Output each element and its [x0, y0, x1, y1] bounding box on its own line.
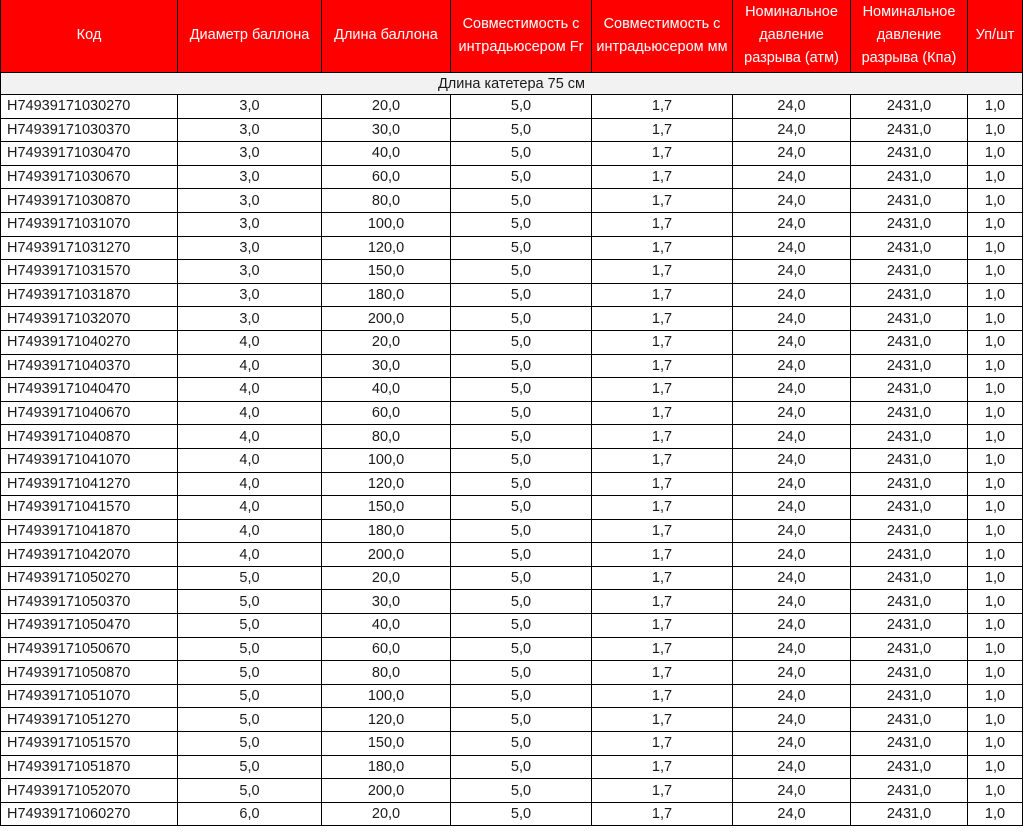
pressure-kpa-cell[interactable]: 2431,0	[851, 283, 968, 307]
code-cell[interactable]: H74939171030670	[1, 165, 178, 189]
diameter-cell[interactable]: 3,0	[178, 142, 322, 166]
code-cell[interactable]: H74939171051570	[1, 732, 178, 756]
diameter-cell[interactable]: 3,0	[178, 95, 322, 119]
table-body	[1, 95, 1023, 826]
pack-cell[interactable]: 1,0	[968, 708, 1023, 732]
table-row	[1, 637, 1023, 661]
introducer-fr-cell[interactable]: 5,0	[451, 566, 592, 590]
diameter-cell[interactable]: 4,0	[178, 448, 322, 472]
length-cell[interactable]: 80,0	[322, 661, 451, 685]
pack-cell[interactable]: 1,0	[968, 802, 1023, 826]
length-cell[interactable]: 30,0	[322, 590, 451, 614]
table-row	[1, 260, 1023, 284]
diameter-cell[interactable]: 5,0	[178, 590, 322, 614]
introducer-mm-cell[interactable]: 1,7	[592, 260, 733, 284]
introducer-fr-cell[interactable]: 5,0	[451, 614, 592, 638]
introducer-mm-cell[interactable]: 1,7	[592, 779, 733, 803]
table-row	[1, 165, 1023, 189]
pack-cell[interactable]: 1,0	[968, 661, 1023, 685]
code-cell[interactable]: H74939171030870	[1, 189, 178, 213]
pack-cell[interactable]: 1,0	[968, 142, 1023, 166]
pack-cell[interactable]: 1,0	[968, 425, 1023, 449]
code-cell[interactable]: H74939171031870	[1, 283, 178, 307]
introducer-mm-cell[interactable]: 1,7	[592, 708, 733, 732]
introducer-fr-cell[interactable]: 5,0	[451, 755, 592, 779]
pack-cell[interactable]: 1,0	[968, 448, 1023, 472]
pressure-atm-cell[interactable]: 24,0	[733, 212, 851, 236]
pressure-atm-cell[interactable]: 24,0	[733, 779, 851, 803]
code-cell[interactable]: H74939171040670	[1, 401, 178, 425]
pressure-atm-cell[interactable]: 24,0	[733, 708, 851, 732]
diameter-cell[interactable]: 4,0	[178, 354, 322, 378]
header-introducer-mm[interactable]: Совместимость с интрадьюсером мм	[592, 0, 733, 73]
introducer-fr-cell[interactable]: 5,0	[451, 661, 592, 685]
pressure-atm-cell[interactable]: 24,0	[733, 260, 851, 284]
pressure-atm-cell[interactable]: 24,0	[733, 472, 851, 496]
introducer-mm-cell[interactable]: 1,7	[592, 165, 733, 189]
length-cell[interactable]: 100,0	[322, 212, 451, 236]
introducer-fr-cell[interactable]: 5,0	[451, 779, 592, 803]
introducer-mm-cell[interactable]: 1,7	[592, 354, 733, 378]
pressure-atm-cell[interactable]: 24,0	[733, 732, 851, 756]
length-cell[interactable]: 60,0	[322, 165, 451, 189]
introducer-mm-cell[interactable]: 1,7	[592, 236, 733, 260]
table-row	[1, 330, 1023, 354]
pressure-atm-cell[interactable]: 24,0	[733, 283, 851, 307]
pressure-atm-cell[interactable]: 24,0	[733, 496, 851, 520]
pack-cell[interactable]: 1,0	[968, 118, 1023, 142]
code-cell[interactable]: H74939171050670	[1, 637, 178, 661]
introducer-mm-cell[interactable]: 1,7	[592, 590, 733, 614]
pressure-atm-cell[interactable]: 24,0	[733, 189, 851, 213]
introducer-fr-cell[interactable]: 5,0	[451, 496, 592, 520]
pressure-atm-cell[interactable]: 24,0	[733, 755, 851, 779]
introducer-fr-cell[interactable]: 5,0	[451, 472, 592, 496]
length-cell[interactable]: 200,0	[322, 307, 451, 331]
table-row	[1, 142, 1023, 166]
length-cell[interactable]: 180,0	[322, 283, 451, 307]
introducer-mm-cell[interactable]: 1,7	[592, 472, 733, 496]
introducer-mm-cell[interactable]: 1,7	[592, 637, 733, 661]
diameter-cell[interactable]: 3,0	[178, 307, 322, 331]
introducer-mm-cell[interactable]: 1,7	[592, 330, 733, 354]
table-row	[1, 590, 1023, 614]
length-cell[interactable]: 60,0	[322, 401, 451, 425]
code-cell[interactable]: H74939171041570	[1, 496, 178, 520]
introducer-fr-cell[interactable]: 5,0	[451, 802, 592, 826]
pack-cell[interactable]: 1,0	[968, 637, 1023, 661]
introducer-mm-cell[interactable]: 1,7	[592, 614, 733, 638]
table-row	[1, 732, 1023, 756]
introducer-fr-cell[interactable]: 5,0	[451, 684, 592, 708]
pressure-kpa-cell[interactable]: 2431,0	[851, 802, 968, 826]
diameter-cell[interactable]: 3,0	[178, 212, 322, 236]
introducer-fr-cell[interactable]: 5,0	[451, 637, 592, 661]
length-cell[interactable]: 40,0	[322, 142, 451, 166]
pack-cell[interactable]: 1,0	[968, 354, 1023, 378]
pressure-atm-cell[interactable]: 24,0	[733, 684, 851, 708]
pressure-atm-cell[interactable]: 24,0	[733, 543, 851, 567]
table-row	[1, 684, 1023, 708]
pressure-atm-cell[interactable]: 24,0	[733, 118, 851, 142]
pressure-kpa-cell[interactable]: 2431,0	[851, 543, 968, 567]
pack-cell[interactable]: 1,0	[968, 543, 1023, 567]
pack-cell[interactable]: 1,0	[968, 779, 1023, 803]
introducer-fr-cell[interactable]: 5,0	[451, 590, 592, 614]
length-cell[interactable]: 150,0	[322, 260, 451, 284]
diameter-cell[interactable]: 5,0	[178, 755, 322, 779]
table-row	[1, 802, 1023, 826]
pressure-kpa-cell[interactable]: 2431,0	[851, 165, 968, 189]
diameter-cell[interactable]: 5,0	[178, 566, 322, 590]
diameter-cell[interactable]: 4,0	[178, 543, 322, 567]
pack-cell[interactable]: 1,0	[968, 236, 1023, 260]
introducer-fr-cell[interactable]: 5,0	[451, 236, 592, 260]
diameter-cell[interactable]: 3,0	[178, 236, 322, 260]
table-row	[1, 448, 1023, 472]
table-row	[1, 496, 1023, 520]
introducer-fr-cell[interactable]: 5,0	[451, 543, 592, 567]
pressure-atm-cell[interactable]: 24,0	[733, 637, 851, 661]
pressure-kpa-cell[interactable]: 2431,0	[851, 472, 968, 496]
introducer-mm-cell[interactable]: 1,7	[592, 684, 733, 708]
header-burst-pressure-atm[interactable]: Номинальное давление разрыва (атм)	[733, 0, 851, 73]
pressure-atm-cell[interactable]: 24,0	[733, 354, 851, 378]
introducer-mm-cell[interactable]: 1,7	[592, 425, 733, 449]
pressure-atm-cell[interactable]: 24,0	[733, 661, 851, 685]
header-balloon-diameter[interactable]: Диаметр баллона	[178, 0, 322, 73]
code-cell[interactable]: H74939171031270	[1, 236, 178, 260]
diameter-cell[interactable]: 4,0	[178, 401, 322, 425]
pressure-atm-cell[interactable]: 24,0	[733, 590, 851, 614]
pressure-atm-cell[interactable]: 24,0	[733, 307, 851, 331]
pack-cell[interactable]: 1,0	[968, 684, 1023, 708]
length-cell[interactable]: 20,0	[322, 802, 451, 826]
pressure-kpa-cell[interactable]: 2431,0	[851, 118, 968, 142]
code-cell[interactable]: H74939171051070	[1, 684, 178, 708]
introducer-fr-cell[interactable]: 5,0	[451, 165, 592, 189]
code-cell[interactable]: H74939171050270	[1, 566, 178, 590]
pressure-kpa-cell[interactable]: 2431,0	[851, 661, 968, 685]
code-cell[interactable]: H74939171041870	[1, 519, 178, 543]
code-cell[interactable]: H74939171030470	[1, 142, 178, 166]
pressure-kpa-cell[interactable]: 2431,0	[851, 755, 968, 779]
code-cell[interactable]: H74939171050370	[1, 590, 178, 614]
pressure-atm-cell[interactable]: 24,0	[733, 165, 851, 189]
pack-cell[interactable]: 1,0	[968, 732, 1023, 756]
table-row	[1, 472, 1023, 496]
introducer-mm-cell[interactable]: 1,7	[592, 732, 733, 756]
table-row	[1, 401, 1023, 425]
table-row	[1, 283, 1023, 307]
code-cell[interactable]: H74939171050870	[1, 661, 178, 685]
pressure-atm-cell[interactable]: 24,0	[733, 236, 851, 260]
length-cell[interactable]: 80,0	[322, 425, 451, 449]
pressure-kpa-cell[interactable]: 2431,0	[851, 637, 968, 661]
code-cell[interactable]: H74939171051270	[1, 708, 178, 732]
length-cell[interactable]: 120,0	[322, 708, 451, 732]
code-cell[interactable]: H74939171030370	[1, 118, 178, 142]
pack-cell[interactable]: 1,0	[968, 472, 1023, 496]
introducer-fr-cell[interactable]: 5,0	[451, 519, 592, 543]
diameter-cell[interactable]: 5,0	[178, 684, 322, 708]
table-row	[1, 566, 1023, 590]
introducer-mm-cell[interactable]: 1,7	[592, 189, 733, 213]
diameter-cell[interactable]: 5,0	[178, 708, 322, 732]
code-cell[interactable]: H74939171040370	[1, 354, 178, 378]
introducer-fr-cell[interactable]: 5,0	[451, 354, 592, 378]
introducer-fr-cell[interactable]: 5,0	[451, 708, 592, 732]
length-cell[interactable]: 20,0	[322, 330, 451, 354]
code-cell[interactable]: H74939171050470	[1, 614, 178, 638]
length-cell[interactable]: 40,0	[322, 614, 451, 638]
pack-cell[interactable]: 1,0	[968, 566, 1023, 590]
length-cell[interactable]: 180,0	[322, 755, 451, 779]
diameter-cell[interactable]: 5,0	[178, 732, 322, 756]
pressure-kpa-cell[interactable]: 2431,0	[851, 779, 968, 803]
pressure-atm-cell[interactable]: 24,0	[733, 401, 851, 425]
introducer-mm-cell[interactable]: 1,7	[592, 566, 733, 590]
pressure-atm-cell[interactable]: 24,0	[733, 378, 851, 402]
introducer-mm-cell[interactable]: 1,7	[592, 448, 733, 472]
group-section	[1, 73, 1023, 95]
pack-cell[interactable]: 1,0	[968, 590, 1023, 614]
introducer-mm-cell[interactable]: 1,7	[592, 118, 733, 142]
introducer-mm-cell[interactable]: 1,7	[592, 307, 733, 331]
table-row	[1, 189, 1023, 213]
diameter-cell[interactable]: 4,0	[178, 378, 322, 402]
introducer-mm-cell[interactable]: 1,7	[592, 401, 733, 425]
code-cell[interactable]: H74939171031070	[1, 212, 178, 236]
code-cell[interactable]: H74939171051870	[1, 755, 178, 779]
pack-cell[interactable]: 1,0	[968, 189, 1023, 213]
introducer-fr-cell[interactable]: 5,0	[451, 118, 592, 142]
pack-cell[interactable]: 1,0	[968, 283, 1023, 307]
table-row	[1, 519, 1023, 543]
introducer-fr-cell[interactable]: 5,0	[451, 378, 592, 402]
length-cell[interactable]: 150,0	[322, 496, 451, 520]
length-cell[interactable]: 40,0	[322, 378, 451, 402]
introducer-mm-cell[interactable]: 1,7	[592, 212, 733, 236]
table-row	[1, 779, 1023, 803]
length-cell[interactable]: 180,0	[322, 519, 451, 543]
pressure-kpa-cell[interactable]: 2431,0	[851, 189, 968, 213]
length-cell[interactable]: 200,0	[322, 543, 451, 567]
pressure-kpa-cell[interactable]: 2431,0	[851, 260, 968, 284]
pack-cell[interactable]: 1,0	[968, 95, 1023, 119]
pressure-atm-cell[interactable]: 24,0	[733, 448, 851, 472]
diameter-cell[interactable]: 3,0	[178, 260, 322, 284]
length-cell[interactable]: 20,0	[322, 566, 451, 590]
table-row	[1, 95, 1023, 119]
pressure-atm-cell[interactable]: 24,0	[733, 519, 851, 543]
length-cell[interactable]: 150,0	[322, 732, 451, 756]
diameter-cell[interactable]: 4,0	[178, 472, 322, 496]
table-row	[1, 307, 1023, 331]
diameter-cell[interactable]: 4,0	[178, 425, 322, 449]
introducer-mm-cell[interactable]: 1,7	[592, 755, 733, 779]
code-cell[interactable]: H74939171041070	[1, 448, 178, 472]
header-introducer-fr[interactable]: Совместимость с интрадьюсером Fr	[451, 0, 592, 73]
introducer-fr-cell[interactable]: 5,0	[451, 189, 592, 213]
header-pack-count[interactable]: Уп/шт	[968, 0, 1023, 73]
introducer-mm-cell[interactable]: 1,7	[592, 661, 733, 685]
introducer-fr-cell[interactable]: 5,0	[451, 212, 592, 236]
table-header	[1, 0, 1023, 73]
length-cell[interactable]: 20,0	[322, 95, 451, 119]
length-cell[interactable]: 120,0	[322, 472, 451, 496]
diameter-cell[interactable]: 5,0	[178, 614, 322, 638]
diameter-cell[interactable]: 4,0	[178, 496, 322, 520]
introducer-fr-cell[interactable]: 5,0	[451, 283, 592, 307]
pressure-kpa-cell[interactable]: 2431,0	[851, 566, 968, 590]
introducer-fr-cell[interactable]: 5,0	[451, 95, 592, 119]
pressure-kpa-cell[interactable]: 2431,0	[851, 448, 968, 472]
introducer-mm-cell[interactable]: 1,7	[592, 519, 733, 543]
introducer-fr-cell[interactable]: 5,0	[451, 142, 592, 166]
pressure-atm-cell[interactable]: 24,0	[733, 95, 851, 119]
length-cell[interactable]: 60,0	[322, 637, 451, 661]
group-label[interactable]: Длина катетера 75 см	[1, 73, 1023, 95]
code-cell[interactable]: H74939171041270	[1, 472, 178, 496]
pack-cell[interactable]: 1,0	[968, 307, 1023, 331]
code-cell[interactable]: H74939171040870	[1, 425, 178, 449]
pressure-atm-cell[interactable]: 24,0	[733, 802, 851, 826]
diameter-cell[interactable]: 5,0	[178, 637, 322, 661]
diameter-cell[interactable]: 3,0	[178, 118, 322, 142]
introducer-fr-cell[interactable]: 5,0	[451, 732, 592, 756]
pressure-atm-cell[interactable]: 24,0	[733, 425, 851, 449]
introducer-mm-cell[interactable]: 1,7	[592, 802, 733, 826]
diameter-cell[interactable]: 3,0	[178, 283, 322, 307]
table-row	[1, 661, 1023, 685]
pack-cell[interactable]: 1,0	[968, 401, 1023, 425]
pressure-kpa-cell[interactable]: 2431,0	[851, 236, 968, 260]
pressure-kpa-cell[interactable]: 2431,0	[851, 614, 968, 638]
header-burst-pressure-kpa[interactable]: Номинальное давление разрыва (Кпа)	[851, 0, 968, 73]
introducer-mm-cell[interactable]: 1,7	[592, 95, 733, 119]
length-cell[interactable]: 100,0	[322, 684, 451, 708]
code-cell[interactable]: H74939171042070	[1, 543, 178, 567]
table-row	[1, 543, 1023, 567]
table-row	[1, 708, 1023, 732]
pack-cell[interactable]: 1,0	[968, 260, 1023, 284]
diameter-cell[interactable]: 4,0	[178, 330, 322, 354]
pressure-kpa-cell[interactable]: 2431,0	[851, 378, 968, 402]
pressure-atm-cell[interactable]: 24,0	[733, 330, 851, 354]
table-row	[1, 118, 1023, 142]
length-cell[interactable]: 100,0	[322, 448, 451, 472]
table-row	[1, 236, 1023, 260]
introducer-mm-cell[interactable]: 1,7	[592, 142, 733, 166]
length-cell[interactable]: 120,0	[322, 236, 451, 260]
diameter-cell[interactable]: 5,0	[178, 779, 322, 803]
pack-cell[interactable]: 1,0	[968, 496, 1023, 520]
diameter-cell[interactable]: 3,0	[178, 165, 322, 189]
pressure-kpa-cell[interactable]: 2431,0	[851, 732, 968, 756]
pressure-kpa-cell[interactable]: 2431,0	[851, 496, 968, 520]
diameter-cell[interactable]: 5,0	[178, 661, 322, 685]
table-row	[1, 755, 1023, 779]
pressure-kpa-cell[interactable]: 2431,0	[851, 307, 968, 331]
pack-cell[interactable]: 1,0	[968, 330, 1023, 354]
pressure-atm-cell[interactable]: 24,0	[733, 142, 851, 166]
table-row	[1, 425, 1023, 449]
pressure-kpa-cell[interactable]: 2431,0	[851, 212, 968, 236]
pressure-kpa-cell[interactable]: 2431,0	[851, 708, 968, 732]
introducer-mm-cell[interactable]: 1,7	[592, 543, 733, 567]
code-cell[interactable]: H74939171060270	[1, 802, 178, 826]
code-cell[interactable]: H74939171031570	[1, 260, 178, 284]
diameter-cell[interactable]: 6,0	[178, 802, 322, 826]
pack-cell[interactable]: 1,0	[968, 519, 1023, 543]
pressure-kpa-cell[interactable]: 2431,0	[851, 142, 968, 166]
pressure-kpa-cell[interactable]: 2431,0	[851, 519, 968, 543]
pack-cell[interactable]: 1,0	[968, 378, 1023, 402]
pack-cell[interactable]: 1,0	[968, 755, 1023, 779]
code-cell[interactable]: H74939171030270	[1, 95, 178, 119]
introducer-mm-cell[interactable]: 1,7	[592, 496, 733, 520]
table-row	[1, 212, 1023, 236]
length-cell[interactable]: 30,0	[322, 354, 451, 378]
table-row	[1, 354, 1023, 378]
pack-cell[interactable]: 1,0	[968, 212, 1023, 236]
diameter-cell[interactable]: 3,0	[178, 189, 322, 213]
header-row	[1, 0, 1023, 73]
introducer-fr-cell[interactable]: 5,0	[451, 307, 592, 331]
code-cell[interactable]: H74939171052070	[1, 779, 178, 803]
length-cell[interactable]: 30,0	[322, 118, 451, 142]
introducer-mm-cell[interactable]: 1,7	[592, 283, 733, 307]
pressure-kpa-cell[interactable]: 2431,0	[851, 590, 968, 614]
introducer-fr-cell[interactable]: 5,0	[451, 260, 592, 284]
introducer-fr-cell[interactable]: 5,0	[451, 448, 592, 472]
diameter-cell[interactable]: 4,0	[178, 519, 322, 543]
header-balloon-length[interactable]: Длина баллона	[322, 0, 451, 73]
pack-cell[interactable]: 1,0	[968, 614, 1023, 638]
table-row	[1, 614, 1023, 638]
length-cell[interactable]: 200,0	[322, 779, 451, 803]
pressure-atm-cell[interactable]: 24,0	[733, 566, 851, 590]
pressure-kpa-cell[interactable]: 2431,0	[851, 354, 968, 378]
header-code[interactable]: Код	[1, 0, 178, 73]
code-cell[interactable]: H74939171040470	[1, 378, 178, 402]
pressure-kpa-cell[interactable]: 2431,0	[851, 401, 968, 425]
introducer-mm-cell[interactable]: 1,7	[592, 378, 733, 402]
introducer-fr-cell[interactable]: 5,0	[451, 401, 592, 425]
pressure-kpa-cell[interactable]: 2431,0	[851, 684, 968, 708]
pack-cell[interactable]: 1,0	[968, 165, 1023, 189]
pressure-kpa-cell[interactable]: 2431,0	[851, 425, 968, 449]
pressure-kpa-cell[interactable]: 2431,0	[851, 95, 968, 119]
pressure-atm-cell[interactable]: 24,0	[733, 614, 851, 638]
length-cell[interactable]: 80,0	[322, 189, 451, 213]
code-cell[interactable]: H74939171032070	[1, 307, 178, 331]
pressure-kpa-cell[interactable]: 2431,0	[851, 330, 968, 354]
group-row	[1, 73, 1023, 95]
introducer-fr-cell[interactable]: 5,0	[451, 425, 592, 449]
code-cell[interactable]: H74939171040270	[1, 330, 178, 354]
introducer-fr-cell[interactable]: 5,0	[451, 330, 592, 354]
table-row	[1, 378, 1023, 402]
